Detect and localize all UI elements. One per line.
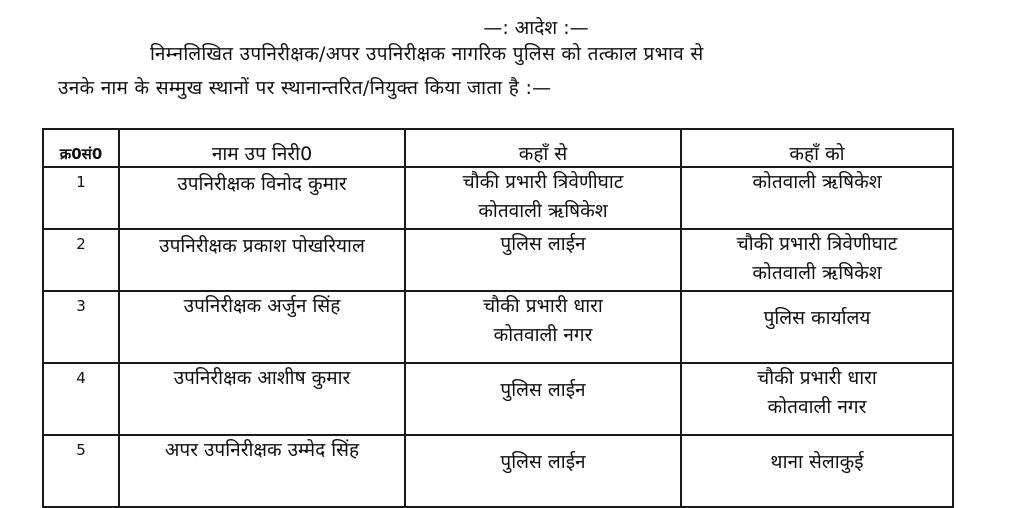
row-serial-number: 1 [43, 167, 119, 229]
table-row [43, 435, 953, 507]
row-serial-number: 2 [43, 229, 119, 291]
transfer-table [42, 128, 954, 508]
row-officer-name: उपनिरीक्षक आशीष कुमार [119, 363, 405, 435]
row-from [405, 291, 681, 363]
row-from-line: कोतवाली नगर [493, 324, 593, 346]
row-officer-name: उपनिरीक्षक अर्जुन सिंह [119, 291, 405, 363]
intro-line-2: उनके नाम के सम्मुख स्थानों पर स्थानान्तरित/नियुक्त किया जाता है :— [58, 77, 552, 99]
row-officer-name: उपनिरीक्षक प्रकाश पोखरियाल [119, 229, 405, 291]
row-to-line: पुलिस कार्यालय [763, 307, 871, 329]
order-title-text: —: आदेश :— [483, 17, 589, 39]
table-header-row [43, 129, 953, 167]
row-from [405, 229, 681, 291]
row-to-line: चौकी प्रभारी त्रिवेणीघाट [736, 233, 898, 255]
row-to-line: कोतवाली नगर [767, 396, 867, 418]
row-to-line: थाना सेलाकुई [770, 451, 864, 473]
row-from [405, 435, 681, 507]
row-serial-number: 3 [43, 291, 119, 363]
row-serial-number: 5 [43, 435, 119, 507]
row-to [681, 291, 953, 363]
row-to [681, 229, 953, 291]
header-serial-number: क्र0सं0 [43, 129, 119, 167]
table-row [43, 167, 953, 229]
row-from-line: चौकी प्रभारी धारा [483, 295, 603, 317]
row-from-line: पुलिस लाईन [500, 451, 586, 473]
row-from [405, 167, 681, 229]
row-to [681, 363, 953, 435]
row-serial-number: 4 [43, 363, 119, 435]
intro-line-1: निम्नलिखित उपनिरीक्षक/अपर उपनिरीक्षक नागरिक पुलिस को तत्काल प्रभाव से [150, 43, 704, 65]
row-officer-name: अपर उपनिरीक्षक उम्मेद सिंह [119, 435, 405, 507]
row-from [405, 363, 681, 435]
header-to: कहाँ को [681, 129, 953, 167]
table-row [43, 291, 953, 363]
header-name: नाम उप निरी0 [119, 129, 405, 167]
table-row [43, 229, 953, 291]
row-from-line: पुलिस लाईन [500, 233, 586, 255]
row-to-line: चौकी प्रभारी धारा [757, 367, 877, 389]
order-title [0, 14, 1012, 40]
row-from-line: चौकी प्रभारी त्रिवेणीघाट [462, 171, 624, 193]
row-from-line: पुलिस लाईन [500, 379, 586, 401]
row-to-line: कोतवाली ऋषिकेश [752, 262, 882, 284]
row-to [681, 435, 953, 507]
row-officer-name: उपनिरीक्षक विनोद कुमार [119, 167, 405, 229]
row-to-line: कोतवाली ऋषिकेश [752, 171, 882, 193]
row-from-line: कोतवाली ऋषिकेश [478, 200, 608, 222]
table-row [43, 363, 953, 435]
header-from: कहाँ से [405, 129, 681, 167]
row-to [681, 167, 953, 229]
